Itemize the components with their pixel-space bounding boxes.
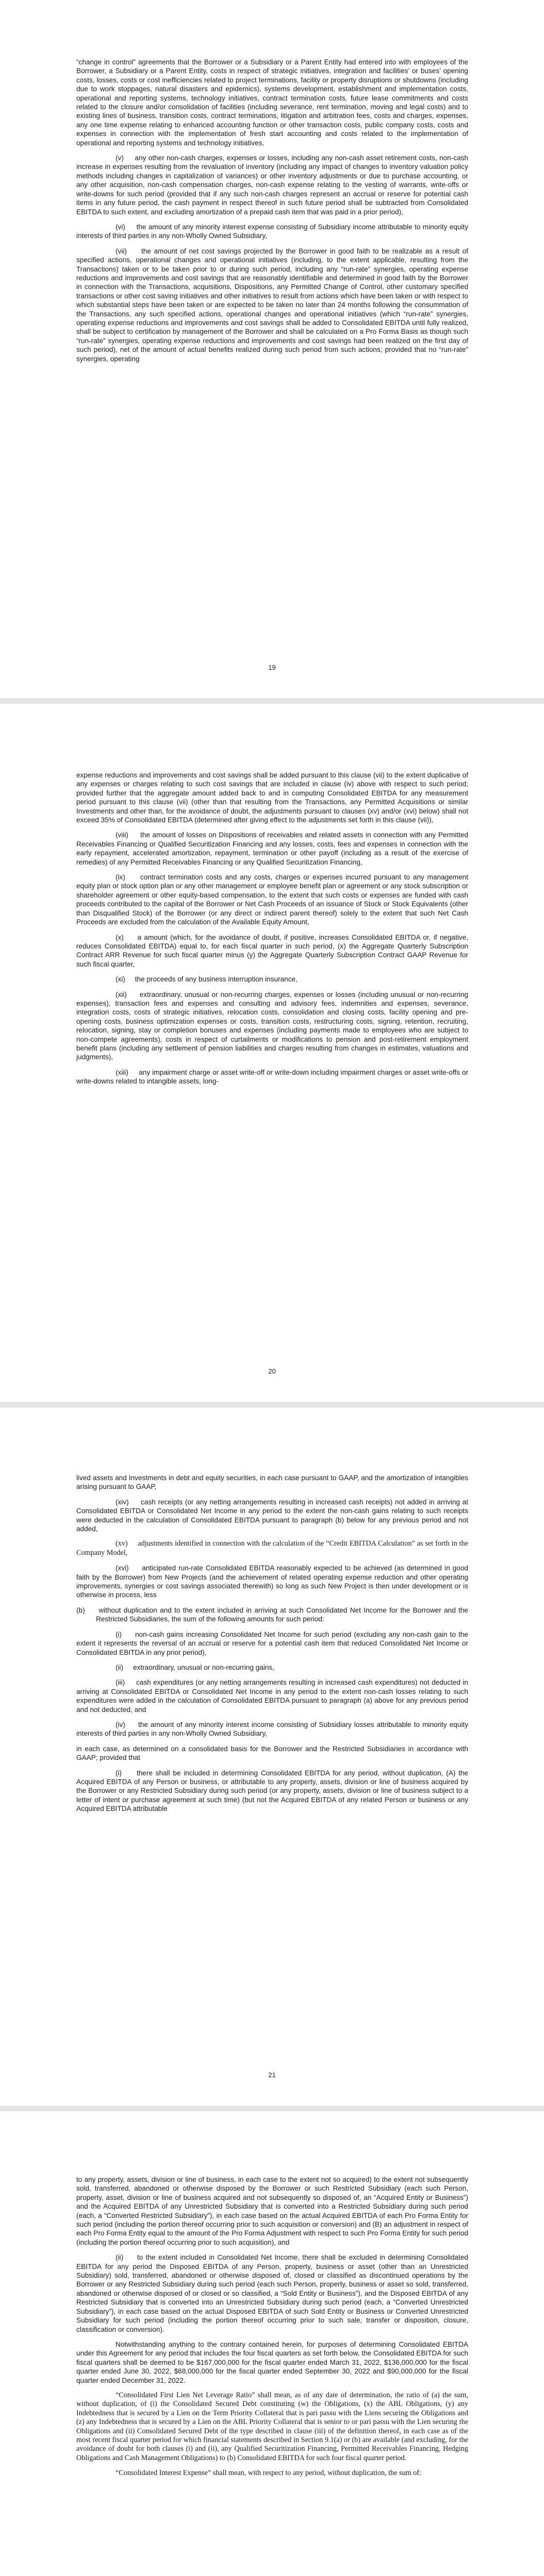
- paragraph-clause-vi: (vi) the amount of any minority interest expense consisting of Subsidiary income attributable to minority equity interests of third parties in any non-Wholly Owned Subsidiary,: [76, 223, 468, 240]
- page-number: 19: [268, 664, 276, 671]
- paragraph-clause-xiii: (xiii) any impairment charge or asset write-off or write-down including impairment charges or asset write-offs or write-downs related to intangible assets, long-: [76, 1068, 468, 1086]
- paragraph-clause-x: (x) a amount (which, for the avoidance of doubt, if positive, increases Consolidated EBITDA or, if negative, reduces Consolidated EBITDA) equal to, for each fiscal quarter in such period, (x) the Aggregate Quarterly Subscription Contract ARR Revenue for such fiscal quarter minus (y) the Aggregate Quarterly Subscription Contract GAAP Revenue for such fiscal quarter,: [76, 933, 468, 968]
- definition-consolidated-interest-expense: “Consolidated Interest Expense” shall mean, with respect to any period, without duplication, the sum of:: [116, 2469, 421, 2478]
- paragraph-proviso-ii: (ii) to the extent included in Consolidated Net Income, there shall be excluded in determining Consolidated EBITDA for any period the Disposed EBITDA of any Person, property, business or asset (other than an Unrestricted Subsidiary) sold, transferred, abandoned or otherwise disposed of, closed or classified as discontinued operations by the Borrower or any Restricted Subsidiary during such period (each such Person, property, business or asset so sold, transferred, abandoned or otherwise disposed of or closed or so classified, a “Sold Entity or Business”), and the Disposed EBITDA of any Restricted Subsidiary that is converted into an Unrestricted Subsidiary during such period (each, a “Converted Unrestricted Subsidiary”), in each case based on the actual Disposed EBITDA of such Sold Entity or Business or Converted Unrestricted Subsidiary for such period (including the portion thereof occurring prior to such sale, transfer or disposition, closure, classification or conversion).: [76, 2253, 468, 2333]
- paragraph-clause-viii: (viii) the amount of losses on Dispositions of receivables and related assets in connection with any Permitted Receivables Financing or Qualified Securitization Financing and any losses, costs, fees and expenses in connection with the early repayment, accelerated amortization, repayment, termination or other payoff (including as a result of the exercise of remedies) of any Permitted Receivables Financing or any Qualified Securitization Financing,: [76, 831, 468, 866]
- page-body: [76, 1473, 468, 1820]
- page-number: 20: [268, 1367, 276, 1375]
- paragraph-clause-b-iii: (iii) cash expenditures (or any netting arrangements resulting in increased cash expenditures) not deducted in arriving at Consolidated EBITDA or Consolidated Net Income in any period to the extent non-cash losses relating to such expenditures were added in the calculation of Consolidated EBITDA pursuant to paragraph (a) above for any previous period and not deducted, and: [76, 1679, 468, 1714]
- paragraph-proviso-i: (i) there shall be included in determining Consolidated EBITDA for any period, without duplication, (A) the Acquired EBITDA of any Person or business, or attributable to any property, assets, division or line of business acquired by the Borrower or any Restricted Subsidiary during such period (or any property, assets, division or line of business subject to a letter of intent or purchase agreement at such time) (but not the Acquired EBITDA of any related Person or business or any Acquired EBITDA attributable: [76, 1769, 468, 1813]
- paragraph-clause-xi: (xi) the proceeds of any business interruption insurance,: [116, 975, 298, 984]
- paragraph-clause-xv: (xv) adjustments identified in connection with the calculation of the “Credit EBITDA Calculation” as set forth in the Company Model,: [76, 1539, 468, 1557]
- paragraph-clause-b-i: (i) non-cash gains increasing Consolidated Net Income for such period (excluding any non-cash gain to the extent it represents the reversal of an accrual or reserve for a potential cash item that reduced Consolidated Net Income or Consolidated EBITDA in any prior period),: [76, 1630, 468, 1656]
- paragraph-notwithstanding: Notwithstanding anything to the contrary contained herein, for purposes of determining Consolidated EBITDA under this Agreement for any period that includes the four fiscal quarters as set forth below, the Consolidated EBITDA for such fiscal quarters shall be deemed to be $167,000,000 for the fiscal quarter ended March 31, 2022, $136,000,000 for the fiscal quarter ended June 30, 2022, $68,000,000 for the fiscal quarter ended September 30, 2022 and $90,000,000 for the fiscal quarter ended December 31, 2022.: [76, 2340, 468, 2384]
- paragraph-clause-b: (b) without duplication and to the extent included in arriving at such Consolidated Net Income for the Borrower and the Restricted Subsidiaries, the sum of the following amounts for such period:: [76, 1606, 468, 1623]
- paragraph-clause-xii: (xii) extraordinary, unusual or non-recurring charges, expenses or losses (including unusual or non-recurring expenses), transaction fees and expenses and consulting and advisory fees, indemnities and expenses, severance, integration costs, costs of strategic initiatives, relocation costs, consolidation and closing costs, facility opening and pre-opening costs, business optimization expenses or costs, transition costs, restructuring costs, signing, retention, recruiting, relocation, signing, stay or completion bonuses and expenses (including payments made to employees who are subject to non-compete agreements), costs in respect of curtailments or modifications to pension and post-retirement employment benefit plans (including any settlement of pension liabilities and charges resulting from changes in estimates, valuations and judgments),: [76, 990, 468, 1061]
- page-body: [76, 2175, 468, 2484]
- paragraph-proviso: in each case, as determined on a consolidated basis for the Borrower and the Restricted Subsidiaries in accordance with GAAP; provided that: [76, 1744, 468, 1762]
- paragraph-clause-ix: (ix) contract termination costs and any costs, charges or expenses incurred pursuant to any management equity plan or stock option plan or any other management or employee benefit plan or agreement or any stock subscription or shareholder agreement or other equity-based compensation, to the extent that such costs or expenses are funded with cash proceeds contributed to the capital of the Borrower or Net Cash Proceeds of an issuance of Stock or Stock Equivalents (other than Disqualified Stock) of the Borrower (or any direct or indirect parent thereof) solely to the extent that such Net Cash Proceeds are excluded from the calculation of the Available Equity Amount,: [76, 873, 468, 926]
- document-page-22: [0, 2111, 544, 2576]
- paragraph-clause-xvi: (xvi) anticipated run-rate Consolidated EBITDA reasonably expected to be achieved (as determined in good faith by the Borrower) from New Projects (and the achievement of related operating expense reduction and other operating improvements, synergies or cost savings associated therewith) so long as such New Project is then under development or is otherwise in process, less: [76, 1564, 468, 1599]
- paragraph-clause-vii: (vii) the amount of net cost savings projected by the Borrower in good faith to be realizable as a result of specified actions, operational changes and operational initiatives (including, to the extent applicable, resulting from the Transactions) taken or to be taken prior to or during such period, including any “run-rate” synergies, operating expense reductions and improvements and cost savings that are reasonably identifiable and determined in good faith by the Borrower in connection with the Transactions, acquisitions, Dispositions, any Permitted Change of Control, other customary specified transactions or other cost saving initiatives and other initiatives to result from actions which have been taken or with respect to which substantial steps have been taken or are expected to be taken no later than 24 months following the consummation of the Transactions, any such specified actions, operational changes and operational initiatives (which “run-rate” synergies, operating expense reductions and improvements and cost savings shall be added to Consolidated EBITDA until fully realized, shall be subject to certification by management of the Borrower and shall be calculated on a Pro Forma Basis as though such “run-rate” synergies, operating expense reductions and improvements and cost savings had been realized on the first day of such period), net of the amount of actual benefits realized during such period from such actions; provided that no “run-rate” synergies, operating: [76, 247, 468, 363]
- document-page-21: [0, 1408, 544, 2106]
- paragraph-clause-xiv: (xiv) cash receipts (or any netting arrangements resulting in increased cash receipts) not added in arriving at Consolidated EBITDA or Consolidated Net Income in any period to the extent the non-cash gains relating to such receipts were deducted in the calculation of Consolidated EBITDA pursuant to paragraph (b) below for any previous period and not added,: [76, 1498, 468, 1533]
- paragraph: to any property, assets, division or line of business, in each case to the extent not so acquired) to the extent not subsequently sold, transferred, abandoned or otherwise disposed by the Borrower or such Restricted Subsidiary (each such Person, property, asset, division or line of business acquired and not subsequently so disposed of, an “Acquired Entity or Business”) and the Acquired EBITDA of any Unrestricted Subsidiary that is converted into a Restricted Subsidiary during such period (each, a “Converted Restricted Subsidiary”), in each case based on the actual Acquired EBITDA of each Pro Forma Entity for such period (including the portion thereof occurring prior to such acquisition or conversion) and (B) an adjustment in respect of each Pro Forma Entity equal to the amount of the Pro Forma Adjustment with respect to such Pro Forma Entity for such period (including the portion thereof occurring prior to such acquisition), and: [76, 2176, 468, 2246]
- document-page-20: [0, 704, 544, 1402]
- page-number: 21: [268, 2071, 276, 2079]
- page-body: [76, 58, 468, 369]
- paragraph: lived assets and Investments in debt and equity securities, in each case pursuant to GAAP, and the amortization of intangibles arising pursuant to GAAP,: [76, 1474, 468, 1491]
- document-page-19: [0, 0, 544, 698]
- page-body: [76, 771, 468, 1092]
- paragraph-clause-b-iv: (iv) the amount of any minority interest income consisting of Subsidiary losses attributable to minority equity interests of third parties in any non-Wholly Owned Subsidiary,: [76, 1720, 468, 1738]
- definition-consolidated-first-lien-net-leverage-ratio: “Consolidated First Lien Net Leverage Ratio” shall mean, as of any date of determination, the ratio of (a) the sum, without duplication, of (i) the Consolidated Secured Debt constituting (w) the Obligations, (x) the ABL Obligations, (y) any Indebtedness that is secured by a Lien on the Term Priority Collateral that is pari passu with the Liens securing the Obligations and (z) any Indebtedness that is secured by a Lien on the ABL Priority Collateral that is senior to or pari passu with the Lien securing the Obligations and (ii) Consolidated Secured Debt of the type described in clause (iii) of the definition thereof, in each case as of the most recent fiscal quarter period for which financial statements described in Section 9.1(a) or (b) are available (and excluding, for the avoidance of doubt for both clauses (i) and (ii), any Qualified Securitization Financing, Permitted Receivables Financing, Hedging Obligations and Cash Management Obligations) to (b) Consolidated EBITDA for such four fiscal quarter period.: [76, 2391, 468, 2462]
- paragraph-clause-v: (v) any other non-cash charges, expenses or losses, including any non-cash asset retirement costs, non-cash increase in expenses resulting from the revaluation of inventory (including any impact of changes to inventory valuation policy methods including changes in capitalization of variances) or other inventory adjustments or due to purchase accounting, or any other acquisition, non-cash compensation charges, non-cash expense relating to the vesting of warrants, write-offs or write-downs for such period (provided that if any such non-cash charges represent an accrual or reserve for potential cash items in any future period, the cash payment in respect thereof in such future period shall be subtracted from Consolidated EBITDA to such extent, and excluding amortization of a prepaid cash item that was paid in a prior period),: [76, 154, 468, 216]
- paragraph: “change in control” agreements that the Borrower or a Subsidiary or a Parent Entity had entered into with employees of the Borrower, a Subsidiary or a Parent Entity, costs in respect of strategic initiatives, integration and facilities’ or buses’ opening costs, losses, costs or cost inefficiencies related to project terminations, facility or property disruptions or shutdowns (including due to work stoppages, natural disasters and epidemics), systems development, establishment and implementation costs, operational and reporting systems, technology initiatives, contract termination costs, future lease commitments and costs related to the closure and/or consolidation of facilities (including severance, rent termination, moving and legal costs) and to existing lines of business, transition costs, contract terminations, litigation and arbitration fees, costs and charges, expenses, any one time expense relating to enhanced accounting function or other transaction costs, public company costs, costs and expenses in connection with the implementation of fresh start accounting and costs related to the implementation of operational and reporting systems and technology initiatives,: [76, 58, 468, 147]
- paragraph-clause-b-ii: (ii) extraordinary, unusual or non-recurring gains,: [116, 1663, 275, 1671]
- paragraph: expense reductions and improvements and cost savings shall be added pursuant to this clause (vii) to the extent duplicative of any expenses or charges relating to such cost savings that are included in clause (iv) above with respect to such period; provided further that the aggregate amount added back to and in computing Consolidated EBITDA for any measurement period pursuant to this clause (vii) (other than that resulting from the Transactions, any Permitted Acquisitions or similar Investments and other than, for the avoidance of doubt, the adjustments pursuant to clauses (xv) and/or (xvi) below) shall not exceed 35% of Consolidated EBITDA (determined after giving effect to the adjustments set forth in this clause (vii)),: [76, 771, 468, 824]
